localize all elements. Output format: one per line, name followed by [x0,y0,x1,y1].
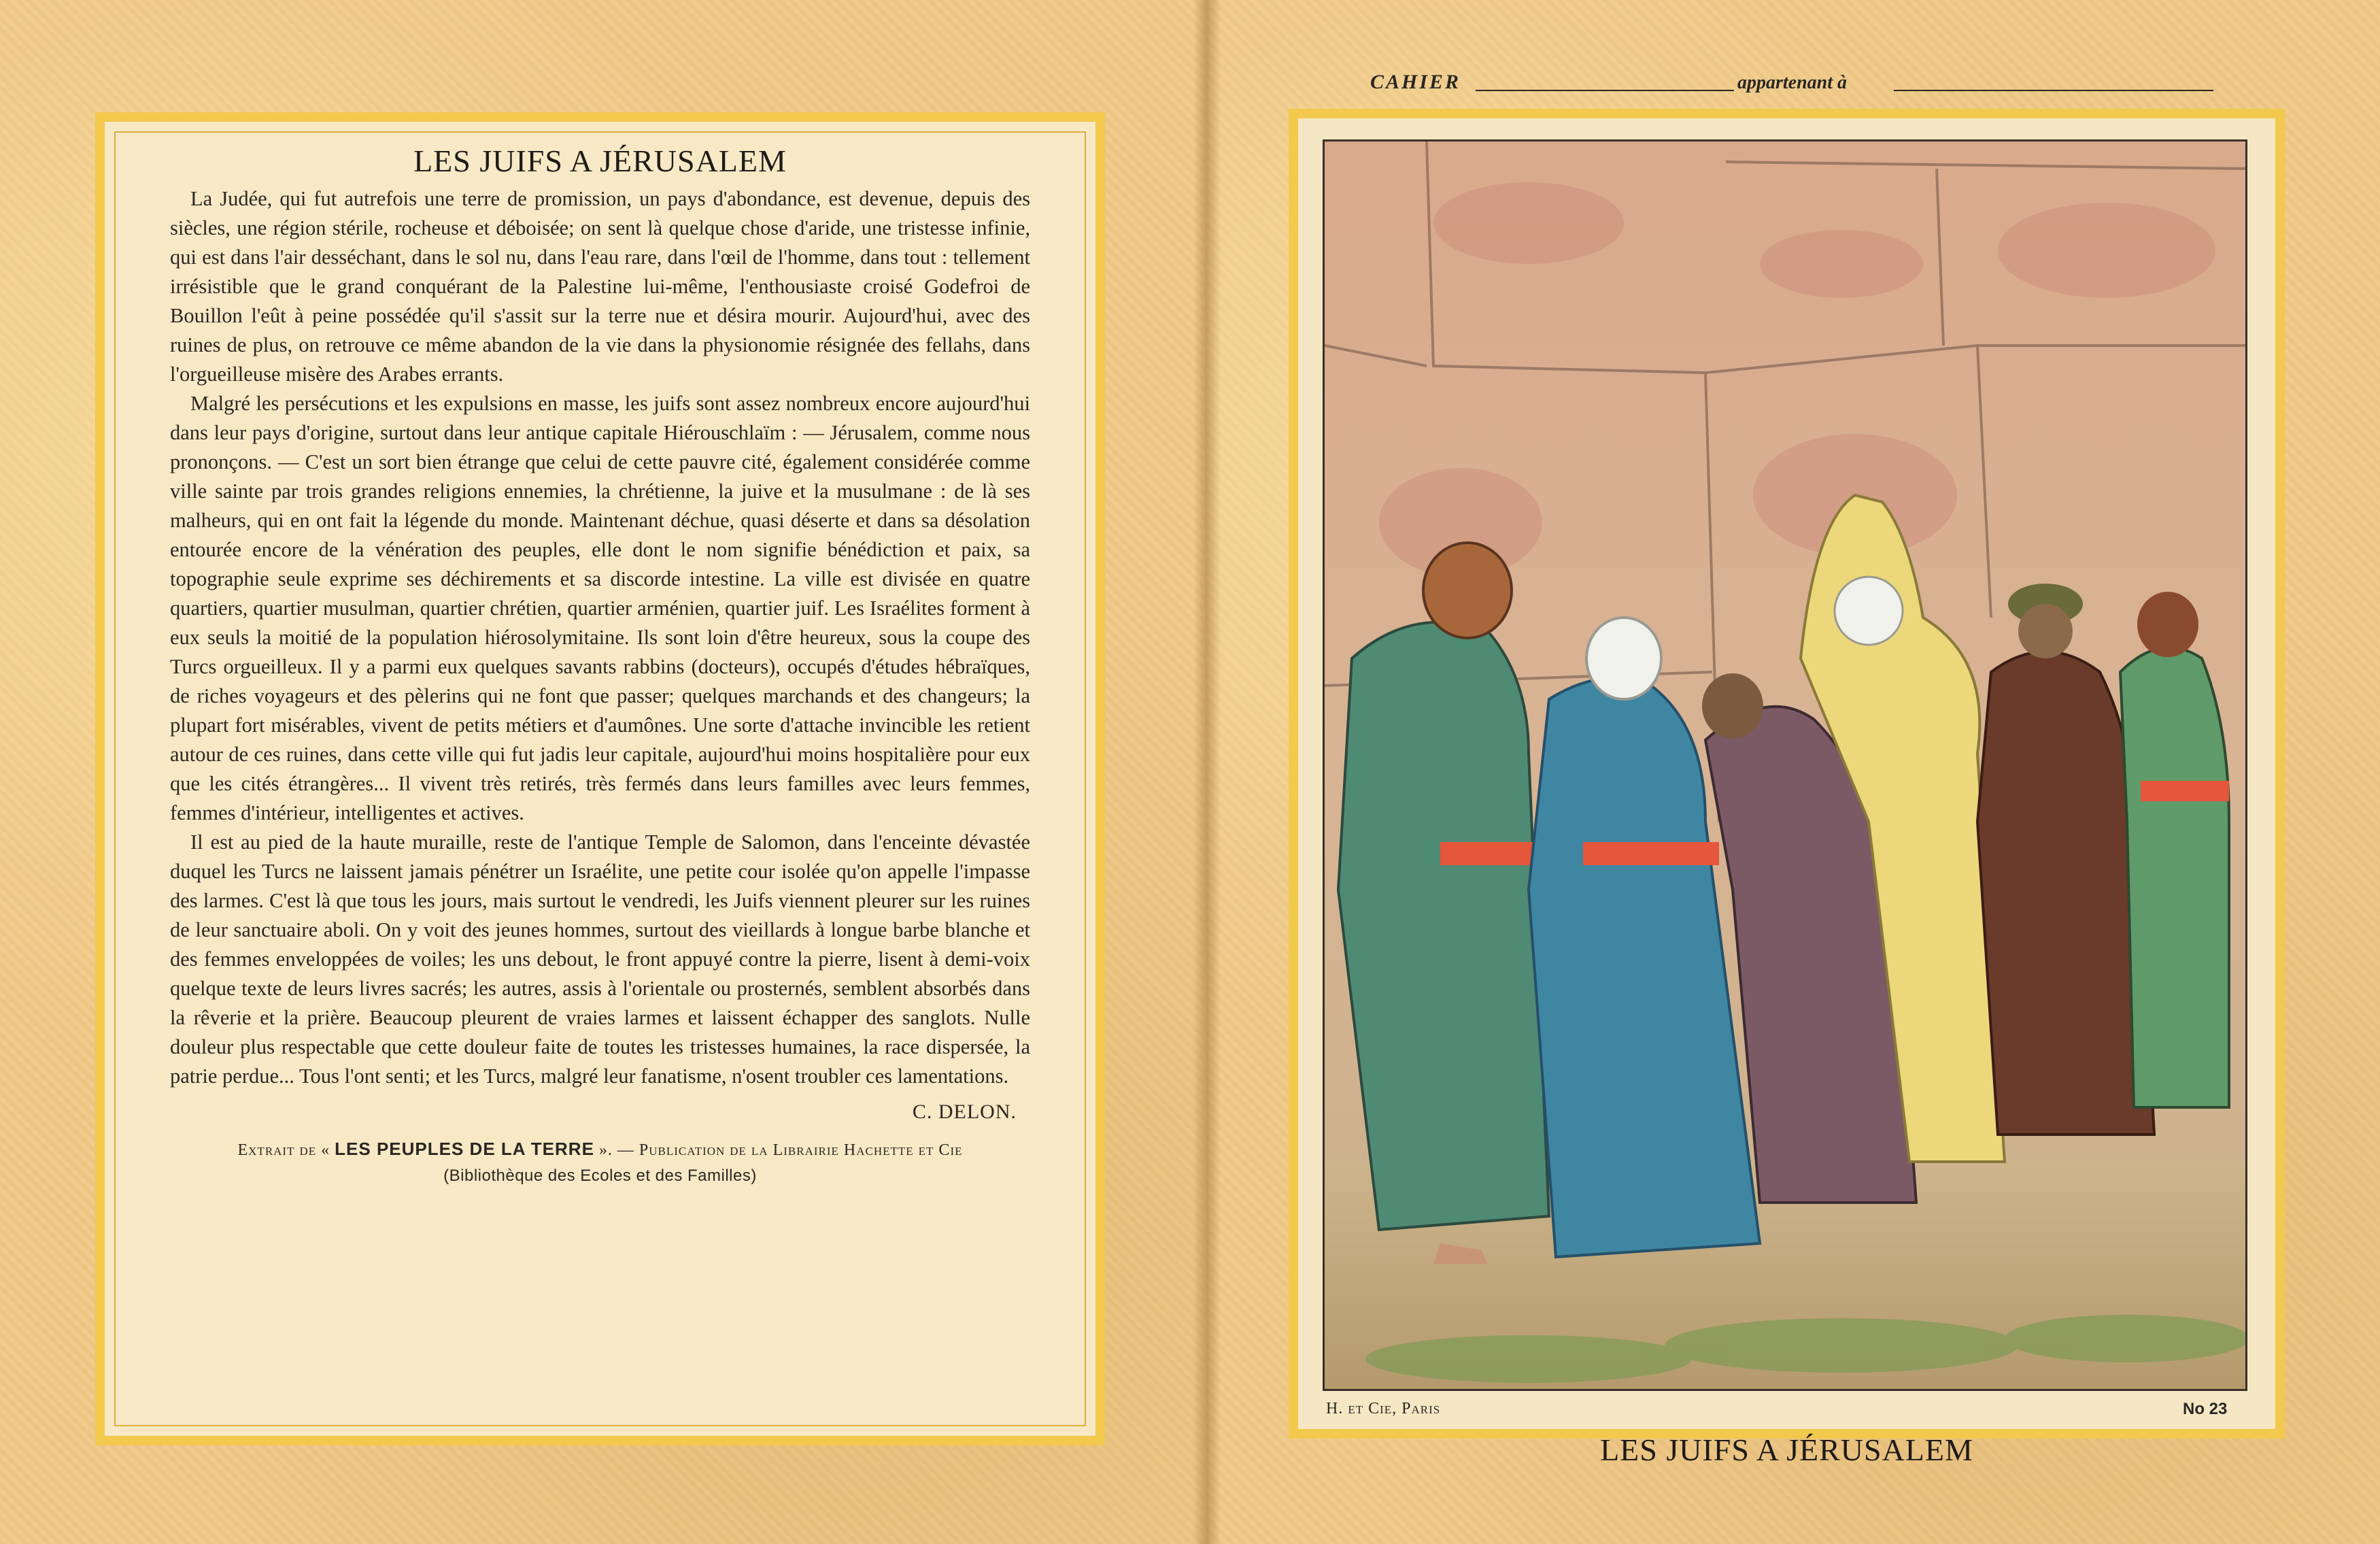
credit-suffix: ». — Publication de la Librairie Hachette et Cie [598,1141,963,1159]
source-credit [170,1139,1030,1160]
plate-publisher: H. et Cie, Paris [1326,1400,1441,1417]
plate-number: No 23 [2183,1400,2228,1418]
header-rule-right [1894,90,2213,91]
plate-title: LES JUIFS A JÉRUSALEM [1600,1432,1973,1467]
header-rule-left [1476,90,1734,91]
book-gutter [1193,0,1221,1544]
author-signature: C. DELON. [912,1101,1017,1123]
article-title: LES JUIFS A JÉRUSALEM [413,144,787,178]
wailing-wall-illustration [1323,139,2247,1391]
header-cahier: CAHIER [1370,71,1461,93]
article-paragraph-2: Malgré les persécutions et les expulsions en masse, les juifs sont assez nombreux encore aujourd'hui dans leur pays d'origine, surtout dans leur antique capitale Hiérouschlaïm : — Jérusalem, comme nous prononçons. — C'est un sort bien étrange que celui de cette pauvre cité, également considérée comme ville sainte par trois grandes religions ennemies, la chrétienne, la juive et la musulmane : de là ses malheurs, qui en ont fait la légende du monde. Maintenant déchue, quasi déserte et dans sa désolation entourée encore de la vénération des peuples, elle dont le nom signifie bénédiction et paix, sa topographie seule exprime ses déchirements et sa discorde intestine. La ville est divisée en quatre quartiers, quartier musulman, quartier chrétien, quartier arménien, quartier juif. Les Israélites forment à eux seuls la moitié de la population hiérosolymitaine. Ils sont loin d'être heureux, sous la coupe des Turcs orgueilleux. Il y a parmi eux quelques savants rabbins (docteurs), occupés d'études hébraïques, de riches voyageurs et des pèlerins qui ne font que passer; quelques marchands et des changeurs; la plupart fort misérables, vivent de petits métiers et d'aumônes. Une sorte d'attache invincible les retient autour de ces ruines, dans cette ville qui fut jadis leur capitale, aujourd'hui moins hospitalière pour eux que les cités étrangères... Il vivent très retirés, très fermés dans leurs familles avec leurs femmes, femmes d'intérieur, intelligentes et actives. [170,392,1030,824]
credit-prefix: Extrait de « [237,1141,330,1159]
credit-book-title: LES PEUPLES DE LA TERRE [335,1139,594,1159]
article [170,143,1030,1186]
article-paragraph-1: La Judée, qui fut autrefois une terre de promission, un pays d'abondance, est devenue, depuis des siècles, une région stérile, rocheuse et déboisée; on sent là quelque chose d'aride, une tristesse infinie, qui est dans l'air desséchant, dans le sol nu, dans l'eau rare, dans l'œil de l'homme, dans tout : tellement irrésistible que le grand conquérant de la Palestine lui-même, l'enthousiaste croisé Godefroi de Bouillon l'eût à peine possédée qu'il s'assit sur la terre nue et désira mourir. Aujourd'hui, avec des ruines de plus, on retrouve ce même abandon de la vie dans la physionomie résignée des fellahs, dans l'orgueilleuse misère des Arabes errants. [170,187,1030,386]
collection-note: (Bibliothèque des Ecoles et des Familles) [443,1167,757,1185]
cover-header [1370,68,2207,102]
article-paragraph-3: Il est au pied de la haute muraille, reste de l'antique Temple de Salomon, dans l'enceinte dévastée duquel les Turcs ne laissent jamais pénétrer un Israélite, une petite cour isolée qu'on appelle l'impasse des larmes. C'est là que tous les jours, mais surtout le vendredi, les Juifs viennent pleurer sur les ruines de leur sanctuaire aboli. On y voit des jeunes hommes, surtout des vieillards à longue barbe blanche et des femmes enveloppées de voiles; les uns debout, le front appuyé contre la pierre, lisent à demi-voix quelque texte de leurs livres sacrés; les autres, assis à l'orientale ou prosternés, semblent absorbés dans la rêverie et la prière. Beaucoup pleurent de vraies larmes et laissent échapper des sanglots. Nulle douleur plus respectable que cette douleur faite de toutes les tristesses humaines, la race dispersée, la patrie perdue... Tous l'ont senti; et les Turcs, malgré leur fanatisme, n'osent troubler ces lamentations. [170,830,1030,1088]
illustration-drawing [1325,141,2245,1389]
header-appartenant: appartenant à [1737,72,1848,93]
